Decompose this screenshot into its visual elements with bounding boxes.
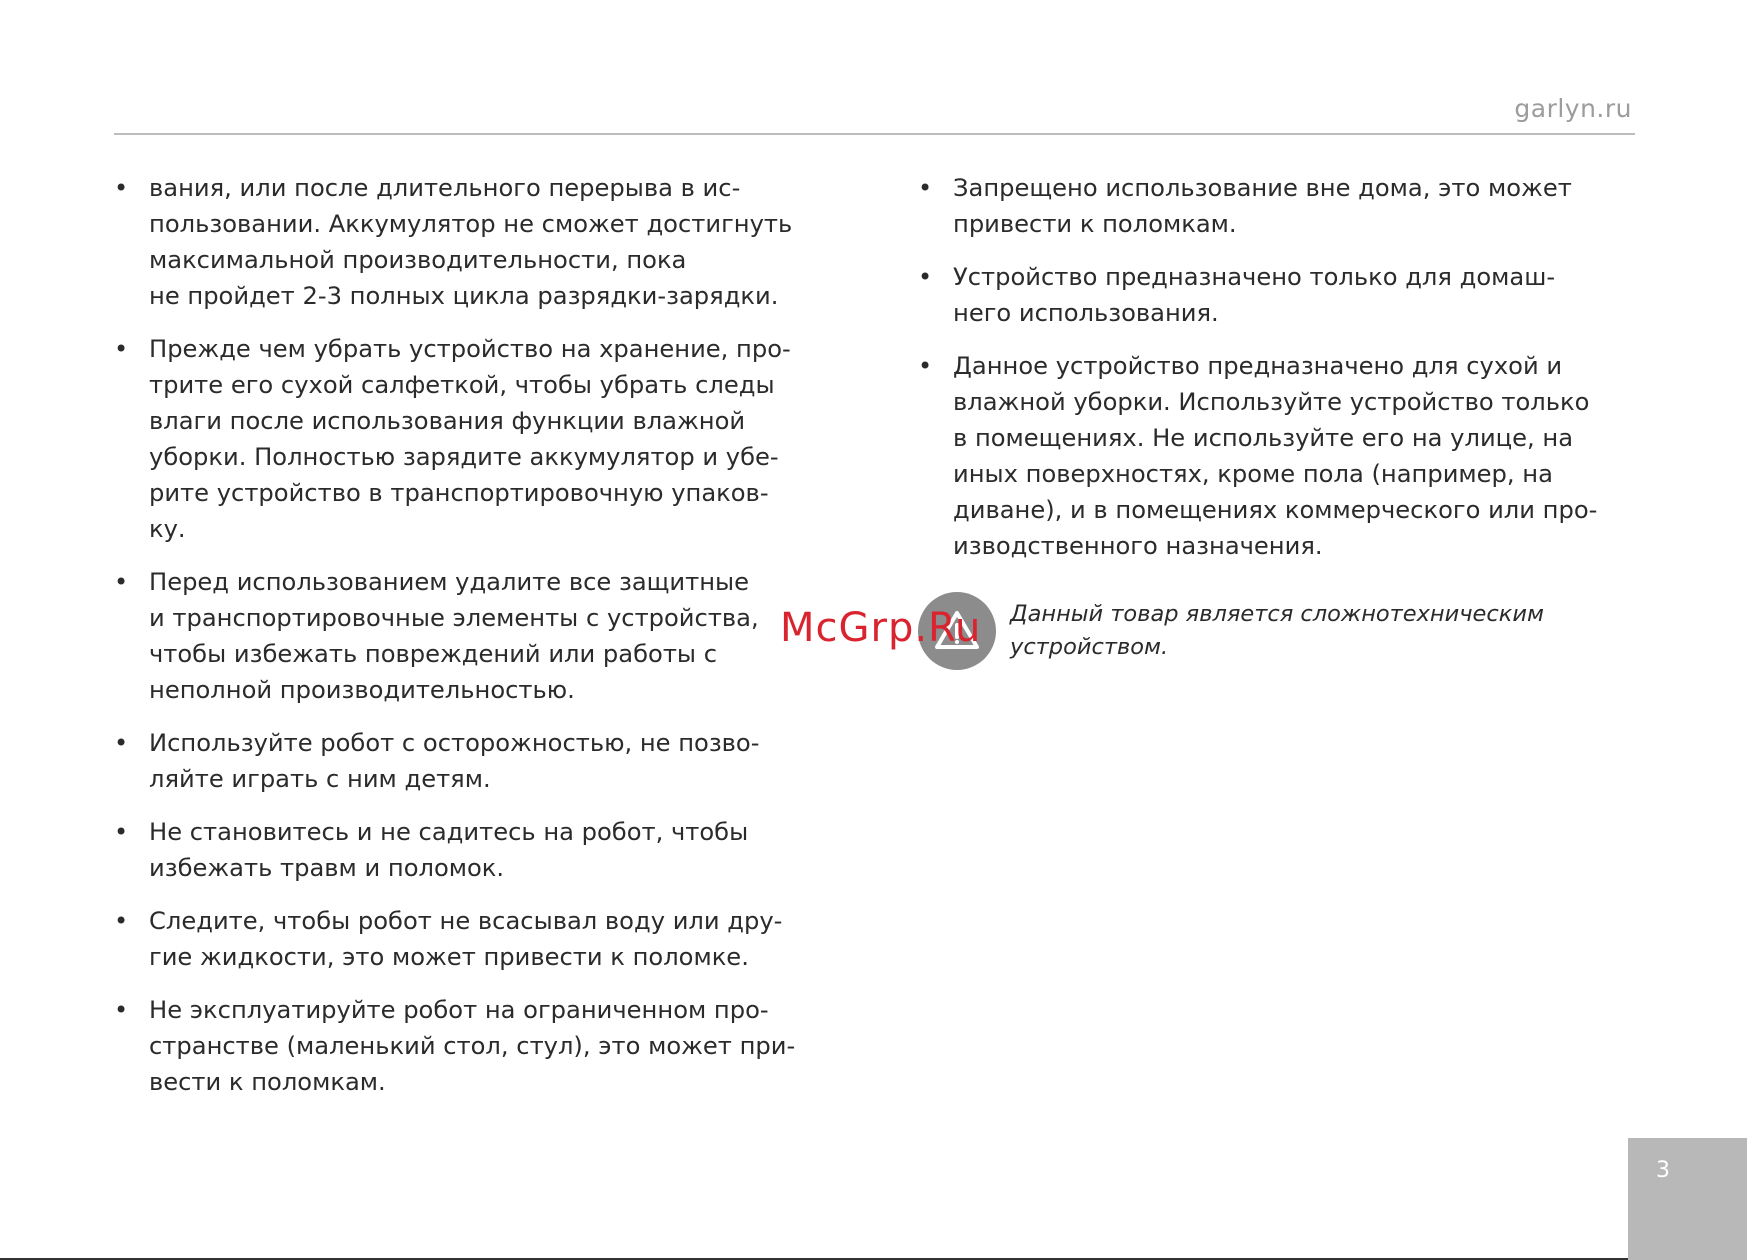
right-bullet-list — [918, 170, 1658, 564]
bullet-dot-icon: • — [114, 996, 129, 1024]
bullet-line: Не эксплуатируйте робот на ограниченном про- — [149, 996, 769, 1024]
bullet-line: не пройдет 2-3 полных цикла разрядки-зарядки. — [149, 282, 779, 310]
bullet-item — [114, 992, 834, 1100]
bullet-dot-icon: • — [918, 174, 933, 202]
bullet-line: ляйте играть с ним детям. — [149, 765, 491, 793]
bullet-dot-icon: • — [114, 335, 129, 363]
bullet-item — [114, 725, 834, 797]
bullet-dot-icon: • — [114, 568, 129, 596]
bullet-dot-icon: • — [114, 174, 129, 202]
bullet-line: Перед использованием удалите все защитные — [149, 568, 750, 596]
bullet-dot-icon: • — [114, 729, 129, 757]
bullet-item — [918, 170, 1658, 242]
bullet-line: и транспортировочные элементы с устройства, — [149, 604, 759, 632]
bullet-item — [114, 331, 834, 547]
bullet-line: иных поверхностях, кроме пола (например, на — [953, 460, 1553, 488]
bullet-line: изводственного назначения. — [953, 532, 1323, 560]
bullet-line: неполной производительностью. — [149, 676, 575, 704]
bullet-line: Прежде чем убрать устройство на хранение, про- — [149, 335, 791, 363]
bullet-line: уборки. Полностью зарядите аккумулятор и убе- — [149, 443, 779, 471]
bullet-item — [114, 170, 834, 314]
bullet-item — [114, 903, 834, 975]
warning-note — [918, 592, 1678, 682]
bullet-line: ку. — [149, 515, 186, 543]
bullet-line: Не становитесь и не садитесь на робот, чтобы — [149, 818, 749, 846]
bullet-line: в помещениях. Не используйте его на улице, на — [953, 424, 1574, 452]
bullet-dot-icon: • — [114, 907, 129, 935]
bullet-line: рите устройство в транспортировочную упаков- — [149, 479, 769, 507]
left-column — [114, 170, 834, 1117]
bullet-item — [114, 814, 834, 886]
header-divider — [114, 133, 1635, 135]
watermark: McGrp.Ru — [780, 605, 982, 651]
page-number-box — [1628, 1138, 1747, 1260]
bullet-line: Запрещено использование вне дома, это может — [953, 174, 1572, 202]
bullet-line: странстве (маленький стол, стул), это может при- — [149, 1032, 796, 1060]
bullet-line: Используйте робот с осторожностью, не позво- — [149, 729, 760, 757]
bullet-dot-icon: • — [918, 352, 933, 380]
bullet-line: Следите, чтобы робот не всасывал воду или дру- — [149, 907, 783, 935]
bullet-dot-icon: • — [114, 818, 129, 846]
bullet-dot-icon: • — [918, 263, 933, 291]
note-line: Данный товар является сложнотехническим — [1010, 601, 1544, 627]
bullet-line: вести к поломкам. — [149, 1068, 386, 1096]
bullet-line: него использования. — [953, 299, 1219, 327]
site-url: garlyn.ru — [1514, 94, 1632, 123]
bullet-line: трите его сухой салфеткой, чтобы убрать следы — [149, 371, 775, 399]
bullet-line: максимальной производительности, пока — [149, 246, 687, 274]
bullet-line: Устройство предназначено только для домаш- — [953, 263, 1556, 291]
bullet-line: Данное устройство предназначено для сухой и — [953, 352, 1563, 380]
bullet-line: пользовании. Аккумулятор не сможет достигнуть — [149, 210, 793, 238]
bullet-line: диване), и в помещениях коммерческого или про- — [953, 496, 1598, 524]
page-number: 3 — [1656, 1158, 1670, 1183]
bullet-line: влажной уборки. Используйте устройство только — [953, 388, 1590, 416]
bullet-line: гие жидкости, это может привести к поломке. — [149, 943, 749, 971]
right-column — [918, 170, 1658, 581]
bullet-item — [918, 348, 1658, 564]
bullet-item — [114, 564, 834, 708]
bullet-line: привести к поломкам. — [953, 210, 1237, 238]
bullet-line: вания, или после длительного перерыва в ис- — [149, 174, 741, 202]
bullet-item — [918, 259, 1658, 331]
bullet-line: избежать травм и поломок. — [149, 854, 505, 882]
left-bullet-list — [114, 170, 834, 1100]
warning-note-text — [1010, 598, 1650, 664]
note-line: устройством. — [1010, 634, 1169, 660]
bullet-line: чтобы избежать повреждений или работы с — [149, 640, 717, 668]
bullet-line: влаги после использования функции влажной — [149, 407, 746, 435]
